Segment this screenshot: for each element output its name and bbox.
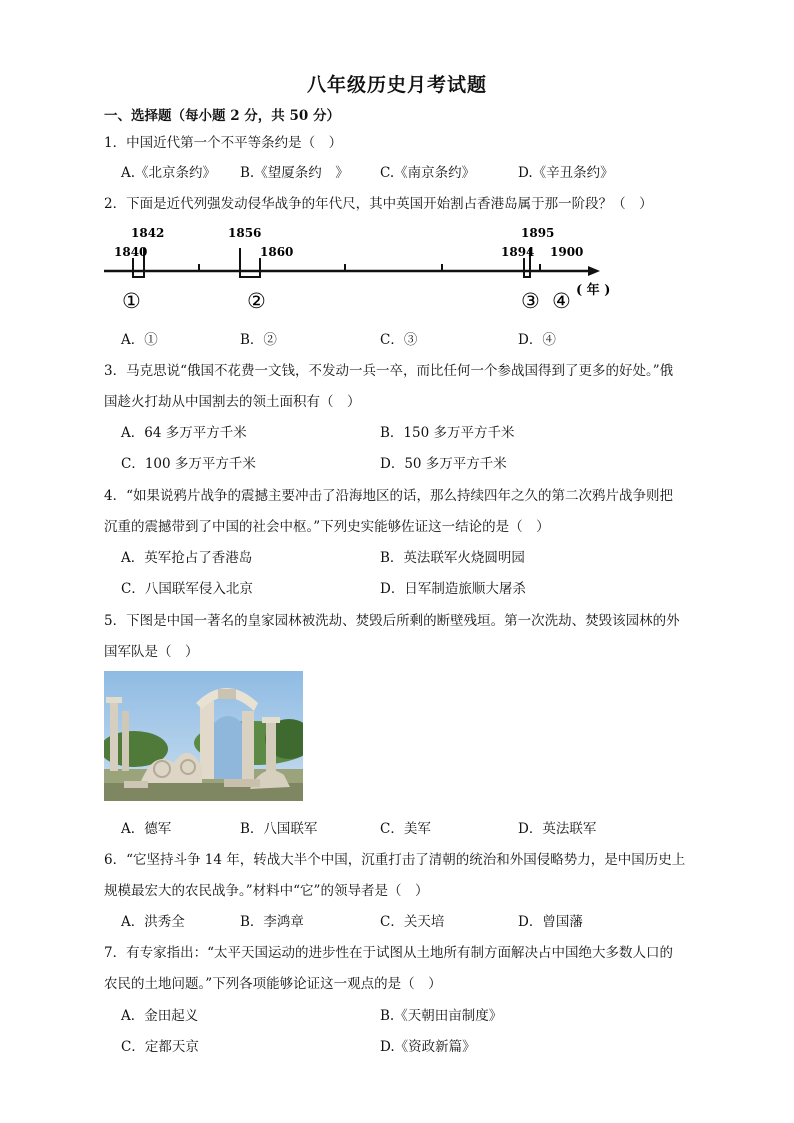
timeline-diagram (100, 222, 640, 316)
q2-option-a[interactable]: A．① (121, 332, 158, 348)
year-1856: 1856 (228, 226, 262, 240)
marker-3: ③ (521, 289, 540, 313)
question-3-stem-1: 3．马克思说“俄国不花费一文钱，不发动一兵一卒，而比任何一个参战国得到了更多的好处。”俄 (104, 363, 674, 379)
q5-option-b[interactable]: B．八国联军 (240, 821, 318, 837)
section-heading: 一、选择题（每小题 2 分，共 50 分） (104, 108, 340, 124)
q7-option-d[interactable]: D.《资政新篇》 (380, 1039, 476, 1055)
question-4-stem-2: 沉重的震撼带到了中国的社会中枢。”下列史实能够佐证这一结论的是（ ） (104, 519, 550, 535)
question-4-stem-1: 4．“如果说鸦片战争的震撼主要冲击了沿海地区的话，那么持续四年之久的第二次鸦片战争则把 (104, 488, 673, 504)
year-1840: 1840 (114, 245, 148, 259)
q4-option-b[interactable]: B．英法联军火烧圆明园 (380, 550, 525, 566)
marker-2: ② (247, 289, 266, 313)
question-5-stem-1: 5．下图是中国一著名的皇家园林被洗劫、焚毁后所剩的断壁残垣。第一次洗劫、焚毁该园林的外 (104, 613, 680, 629)
year-1895: 1895 (521, 226, 555, 240)
q6-option-b[interactable]: B．李鸿章 (240, 914, 304, 930)
q1-option-d[interactable]: D.《辛丑条约》 (518, 165, 614, 181)
q1-option-b[interactable]: B.《望厦条约 》 (240, 165, 349, 181)
yuanmingyuan-ruins-photo (104, 671, 303, 801)
q4-option-c[interactable]: C．八国联军侵入北京 (121, 581, 253, 597)
year-1860: 1860 (260, 245, 294, 259)
marker-1: ① (122, 289, 141, 313)
q3-option-a[interactable]: A．64 多万平方千米 (121, 425, 247, 441)
timeline-arrow (588, 266, 600, 276)
q1-option-c[interactable]: C.《南京条约》 (380, 165, 476, 181)
q2-option-b[interactable]: B．② (240, 332, 277, 348)
bracket-1856-1860 (240, 248, 260, 277)
page-title: 八年级历史月考试题 (306, 74, 487, 96)
q7-option-c[interactable]: C．定都天京 (121, 1039, 199, 1055)
question-3-stem-2: 国趁火打劫从中国割去的领土面积有（ ） (104, 394, 361, 410)
q3-option-c[interactable]: C．100 多万平方千米 (121, 456, 256, 472)
q2-option-c[interactable]: C．③ (380, 332, 418, 348)
q3-option-b[interactable]: B．150 多万平方千米 (380, 425, 515, 441)
question-2-stem: 2．下面是近代列强发动侵华战争的年代尺，其中英国开始割占香港岛属于那一阶段？（ ） (104, 196, 653, 212)
marker-4: ④ (552, 289, 571, 313)
q4-option-a[interactable]: A．英军抢占了香港岛 (121, 550, 253, 566)
year-1894: 1894 (501, 245, 535, 259)
q6-option-a[interactable]: A．洪秀全 (121, 914, 185, 930)
q7-option-a[interactable]: A．金田起义 (121, 1008, 199, 1024)
q4-option-d[interactable]: D．日军制造旅顺大屠杀 (380, 581, 526, 597)
q6-option-d[interactable]: D．曾国藩 (518, 914, 583, 930)
q5-option-c[interactable]: C．美军 (380, 821, 431, 837)
year-1842: 1842 (131, 226, 165, 240)
question-1-stem: 1．中国近代第一个不平等条约是（ ） (104, 135, 343, 151)
q1-option-a[interactable]: A.《北京条约》 (121, 165, 217, 181)
question-6-stem-1: 6．“它坚持斗争 14 年，转战大半个中国，沉重打击了清朝的统治和外国侵略势力，是中国历史上 (104, 852, 686, 868)
q7-option-b[interactable]: B.《天朝田亩制度》 (380, 1008, 503, 1024)
q2-option-d[interactable]: D．④ (518, 332, 556, 348)
q5-option-a[interactable]: A．德军 (121, 821, 172, 837)
q3-option-d[interactable]: D．50 多万平方千米 (380, 456, 507, 472)
timeline-unit: ( 年 ) (576, 283, 611, 298)
q5-option-d[interactable]: D．英法联军 (518, 821, 597, 837)
q6-option-c[interactable]: C．关天培 (380, 914, 445, 930)
question-7-stem-2: 农民的土地问题。”下列各项能够论证这一观点的是（ ） (104, 976, 442, 992)
question-7-stem-1: 7．有专家指出：“太平天国运动的进步性在于试图从土地所有制方面解决占中国绝大多数人口的 (104, 945, 673, 961)
question-5-stem-2: 国军队是（ ） (104, 644, 199, 660)
question-6-stem-2: 规模最宏大的农民战争。”材料中“它”的领导者是（ ） (104, 883, 429, 899)
year-1900: 1900 (550, 245, 584, 259)
